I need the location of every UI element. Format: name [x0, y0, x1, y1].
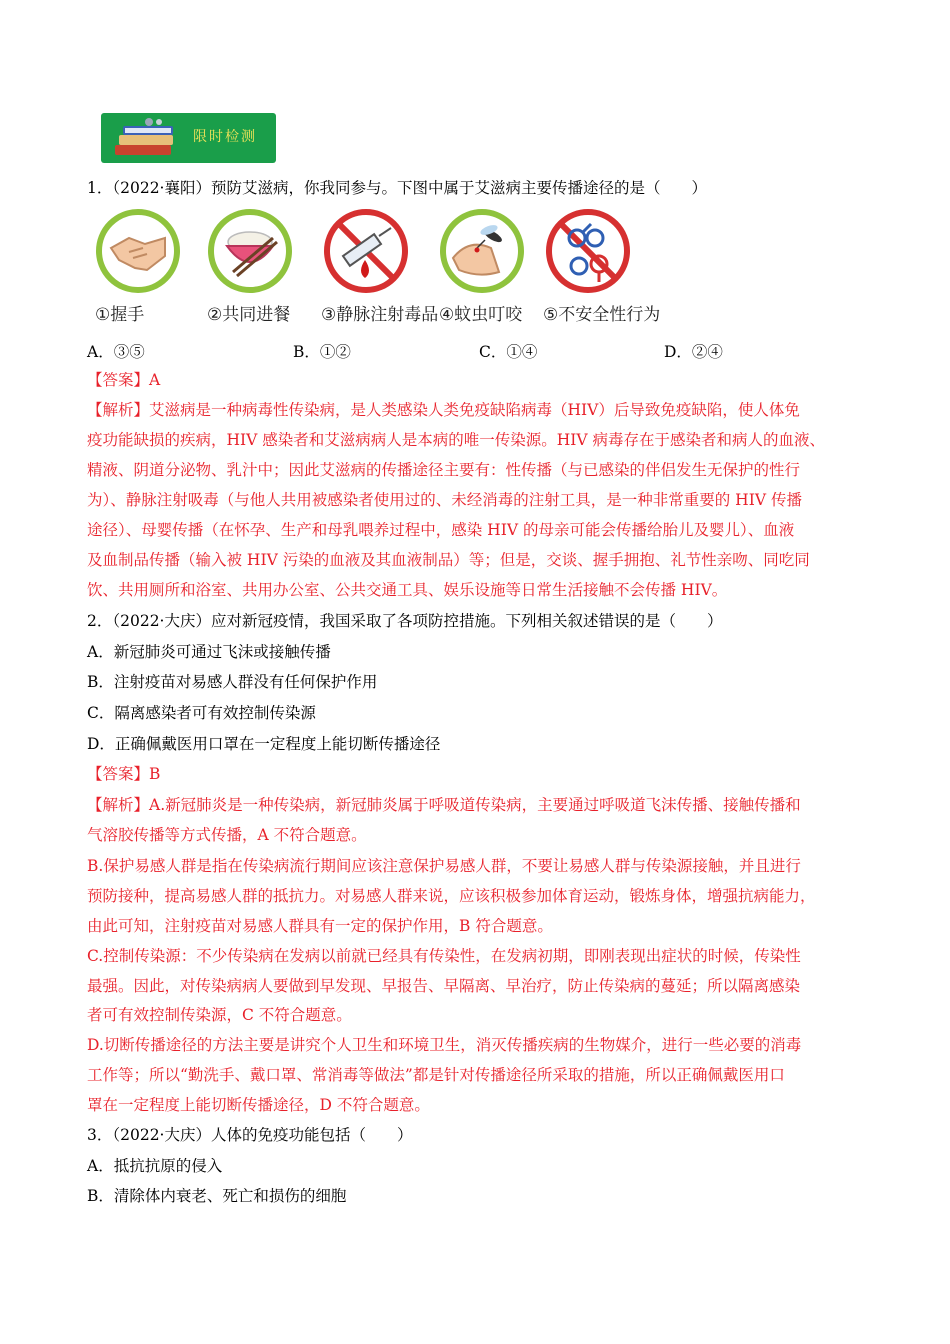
analysis-text: A.新冠肺炎是一种传染病，新冠肺炎属于呼吸道传染病，主要通过呼吸道飞沫传播、接触传播和 — [149, 796, 801, 814]
question-2-analysis-line: 预防接种，提高易感人群的抵抗力。对易感人群来说，应该积极参加体育运动，锻炼身体，增强抗病能力， — [87, 887, 816, 905]
question-2-analysis-line: 最强。因此，对传染病病人要做到早发现、早报告、早隔离、早治疗，防止传染病的蔓延；所以隔离感染 — [87, 977, 801, 995]
question-1-answer — [87, 370, 160, 390]
analysis-text: 艾滋病是一种病毒性传染病，是人类感染人类免疫缺陷病毒（HIV）后导致免疫缺陷，使人体免 — [149, 401, 800, 419]
figure-item-4 — [439, 208, 549, 328]
question-2-analysis-line: B.保护易感人群是指在传染病流行期间应该注意保护易感人群，不要让易感人群与传染源接触，并且进行 — [87, 857, 801, 875]
figure-item-2 — [207, 208, 317, 328]
question-2-analysis-line: C.控制传染源：不少传染病在发病以前就已经具有传染性，在发病初期，即刚表现出症状的时候，传染性 — [87, 947, 801, 965]
figure-item-5 — [543, 208, 661, 328]
question-2-analysis-line: 工作等；所以“勤洗手、戴口罩、常消毒等做法”都是针对传播途径所采取的措施，所以正确佩戴医用口 — [87, 1066, 785, 1084]
figure-caption: ①握手 — [95, 305, 145, 325]
figure-caption: ③静脉注射毒品 — [321, 305, 439, 325]
syringe-icon — [321, 208, 411, 294]
option-d: D．②④ — [664, 343, 723, 361]
question-2-stem: 2．（2022·大庆）应对新冠疫情，我国采取了各项防控措施。下列相关叙述错误的是（ ） — [87, 612, 723, 630]
option-b: B．注射疫苗对易感人群没有任何保护作用 — [87, 673, 378, 691]
answer-label: 【答案】 — [87, 371, 150, 389]
analysis-label: 【解析】 — [87, 796, 150, 814]
banner-title: 限时检测 — [193, 129, 257, 145]
question-1-analysis-line: 途径）、母婴传播（在怀孕、生产和母乳喂养过程中，感染 HIV 的母亲可能会传播给胎儿及婴儿）、血液 — [87, 521, 795, 539]
option-d: D．正确佩戴医用口罩在一定程度上能切断传播途径 — [87, 735, 441, 753]
question-2-analysis-line — [87, 795, 801, 815]
figure-caption: ④蚊虫叮咬 — [439, 305, 523, 325]
option-b: B．清除体内衰老、死亡和损伤的细胞 — [87, 1187, 347, 1205]
mosquito-icon — [439, 208, 525, 294]
question-2-analysis-line: 罩在一定程度上能切断传播途径，D 不符合题意。 — [87, 1096, 430, 1114]
figure-caption: ⑤不安全性行为 — [543, 305, 661, 325]
question-2-analysis-line: 者可有效控制传染源，C 不符合题意。 — [87, 1006, 352, 1024]
question-2-analysis-line: 由此可知，注射疫苗对易感人群具有一定的保护作用，B 符合题意。 — [87, 917, 553, 935]
question-1-analysis-line — [87, 400, 800, 420]
question-1-analysis-line: 及血制品传播（输入被 HIV 污染的血液及其血液制品）等；但是，交谈、握手拥抱、礼节性亲吻、同吃同 — [87, 551, 810, 569]
question-2-analysis-line: 气溶胶传播等方式传播，A 不符合题意。 — [87, 826, 367, 844]
figure-item-1 — [95, 208, 205, 328]
option-a: A．③⑤ — [87, 343, 145, 361]
option-a: A．抵抗抗原的侵入 — [87, 1157, 223, 1175]
figure-item-3 — [321, 208, 439, 328]
figure-caption: ②共同进餐 — [207, 305, 291, 325]
question-1-options — [87, 340, 847, 360]
rice-bowl-icon — [207, 208, 293, 294]
answer-value: A — [149, 371, 161, 389]
option-b: B．①② — [293, 343, 351, 361]
answer-label: 【答案】 — [87, 765, 150, 783]
question-1-analysis-line: 精液、阴道分泌物、乳汁中；因此艾滋病的传播途径主要有：性传播（与已感染的伴侣发生无保护的性行 — [87, 461, 801, 479]
section-banner — [101, 113, 276, 163]
question-1-analysis-line: 饮、共用厕所和浴室、共用办公室、公共交通工具、娱乐设施等日常生活接触不会传播 HIV。 — [87, 581, 728, 599]
question-1-analysis-line: 为）、静脉注射吸毒（与他人共用被感染者使用过的、未经消毒的注射工具，是一种非常重要的 HIV 传播 — [87, 491, 802, 509]
option-c: C．隔离感染者可有效控制传染源 — [87, 704, 316, 722]
question-3-stem: 3．（2022·大庆）人体的免疫功能包括（ ） — [87, 1126, 413, 1144]
question-2-answer — [87, 764, 160, 784]
analysis-label: 【解析】 — [87, 401, 150, 419]
option-c: C．①④ — [479, 343, 538, 361]
question-1-stem: 1．（2022·襄阳）预防艾滋病，你我同参与。下图中属于艾滋病主要传播途径的是（ ） — [87, 179, 707, 197]
question-1-analysis-line: 疫功能缺损的疾病，HIV 感染者和艾滋病病人是本病的唯一传染源。HIV 病毒存在于感染者和病人的血液、 — [87, 431, 826, 449]
books-icon — [109, 117, 189, 161]
option-a: A．新冠肺炎可通过飞沫或接触传播 — [87, 643, 331, 661]
question-1-figure — [95, 208, 675, 328]
question-2-analysis-line: D.切断传播途径的方法主要是讲究个人卫生和环境卫生，消灭传播疾病的生物媒介，进行一些必要的消毒 — [87, 1036, 802, 1054]
handshake-icon — [95, 208, 181, 294]
answer-value: B — [149, 765, 161, 783]
gender-symbols-icon — [543, 208, 633, 294]
